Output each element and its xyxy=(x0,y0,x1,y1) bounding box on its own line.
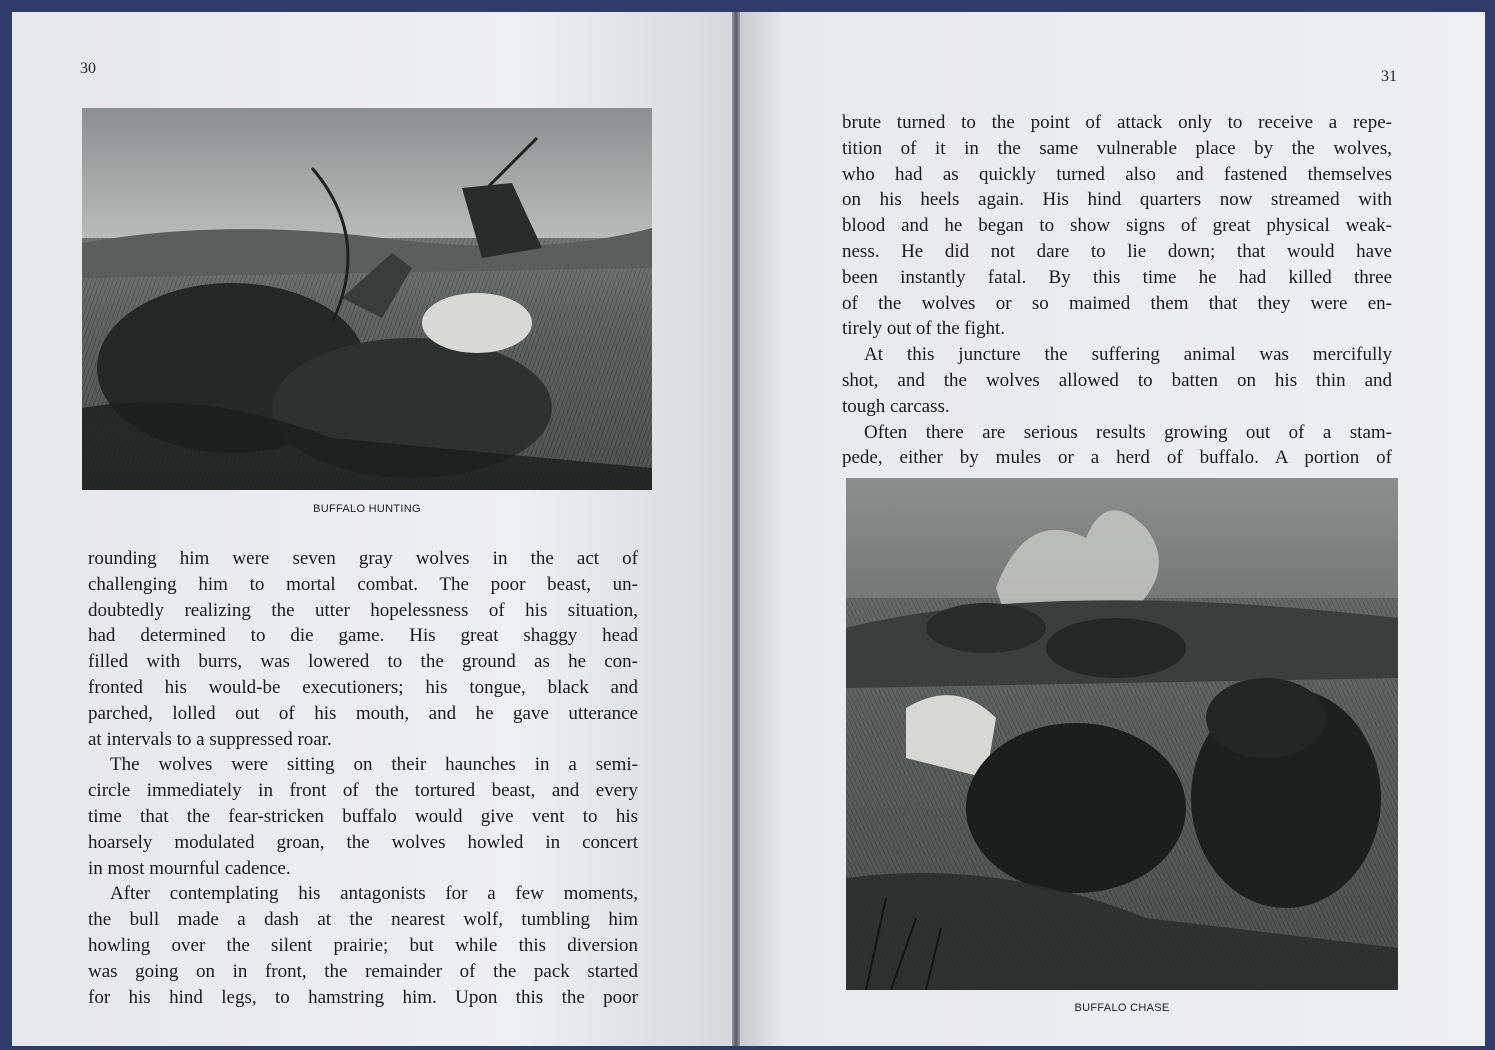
text-line: challenging him to mortal combat. The poor beast, un- xyxy=(88,573,638,595)
figure-caption-right: BUFFALO CHASE xyxy=(1074,1002,1170,1014)
text-line: hoarsely modulated groan, the wolves howled in concert xyxy=(88,831,638,853)
text-line: After contemplating his antagonists for a few moments, xyxy=(110,883,638,905)
text-line: rounding him were seven gray wolves in the act of xyxy=(88,548,638,569)
buffalo-hunting-illustration xyxy=(82,108,652,490)
figure-caption-left: BUFFALO HUNTING xyxy=(313,503,421,515)
text-line: fronted his would-be executioners; his tongue, black and xyxy=(88,676,638,698)
book-gutter xyxy=(732,12,740,1046)
text-line: for his hind legs, to hamstring him. Upon this the poor xyxy=(88,986,638,1008)
text-line: blood and he began to show signs of great physical weak- xyxy=(842,215,1392,237)
buffalo-chase-illustration xyxy=(846,478,1398,990)
text-line: howling over the silent prairie; but while this diversion xyxy=(88,934,638,956)
text-line: pede, either by mules or a herd of buffalo. A portion of xyxy=(842,447,1392,469)
text-line: filled with burrs, was lowered to the ground as he con- xyxy=(88,651,638,673)
text-line: The wolves were sitting on their haunches in a semi- xyxy=(110,754,638,776)
text-line: was going on in front, the remainder of the pack started xyxy=(88,960,638,982)
text-line: At this juncture the suffering animal was mercifully xyxy=(864,344,1392,366)
text-line: Often there are serious results growing out of a stam- xyxy=(864,421,1392,443)
text-line: tirely out of the fight. xyxy=(842,318,1006,340)
text-line: in most mournful cadence. xyxy=(88,857,291,879)
text-line: of the wolves or so maimed them that they were en- xyxy=(842,292,1392,314)
text-line: doubtedly realizing the utter hopelessness of his situation, xyxy=(88,599,638,621)
text-line: parched, lolled out of his mouth, and he gave utterance xyxy=(88,702,638,724)
text-line: tough carcass. xyxy=(842,395,950,417)
text-line: been instantly fatal. By this time he had killed three xyxy=(842,266,1392,288)
text-line: had determined to die game. His great shaggy head xyxy=(88,625,638,647)
text-line: the bull made a dash at the nearest wolf, tumbling him xyxy=(88,909,638,931)
text-line: who had as quickly turned also and fastened themselves xyxy=(842,163,1392,185)
left-body-text xyxy=(88,546,638,1010)
engraving-image xyxy=(846,478,1398,990)
text-line: tition of it in the same vulnerable place by the wolves, xyxy=(842,137,1392,159)
text-line: brute turned to the point of attack only to receive a repe- xyxy=(842,112,1392,133)
right-body-text xyxy=(842,110,1392,471)
page-number-right: 31 xyxy=(1381,68,1397,85)
engraving-image xyxy=(82,108,652,490)
page-number-left: 30 xyxy=(80,60,96,77)
text-line: circle immediately in front of the tortured beast, and every xyxy=(88,780,638,802)
text-line: ness. He did not dare to lie down; that would have xyxy=(842,240,1392,262)
text-line: shot, and the wolves allowed to batten on his thin and xyxy=(842,369,1392,391)
text-line: on his heels again. His hind quarters now streamed with xyxy=(842,189,1392,211)
text-line: time that the fear-stricken buffalo would give vent to his xyxy=(88,805,638,827)
text-line: at intervals to a suppressed roar. xyxy=(88,728,332,750)
